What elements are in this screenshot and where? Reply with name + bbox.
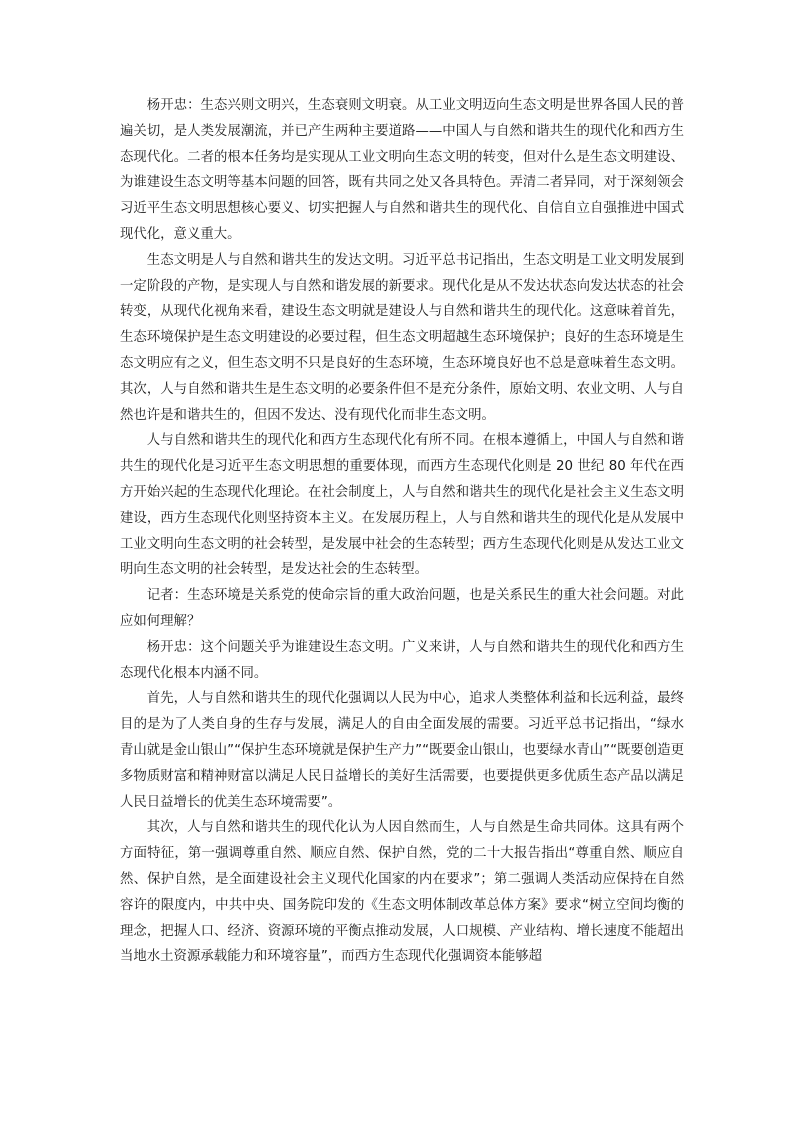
- article-body: [120, 93, 684, 970]
- paragraph-answer-intro: 杨开忠：这个问题关乎为谁建设生态文明。广义来讲，人与自然和谐共生的现代化和西方生态现代化根本内涵不同。: [120, 639, 684, 681]
- paragraph-reporter-question: 记者：生态环境是关系党的使命宗旨的重大政治问题，也是关系民生的重大社会问题。对此应如何理解？: [120, 588, 684, 629]
- paragraph-eco-civilization: 生态文明是人与自然和谐共生的发达文明。习近平总书记指出，生态文明是工业文明发展到一定阶段的产物，是实现人与自然和谐发展的新要求。现代化是从不发达状态向发达状态的社会转变，从现代化视角来看，建设生态文明就是建设人与自然和谐共生的现代化。这意味着首先，生态环境保护是生态文明建设的必要过程，但生态文明超越生态环境保护；良好的生态环境是生态文明应有之义，但生态文明不只是良好的生态环境，生态环境良好也不总是意味着生态文明。其次，人与自然和谐共生是生态文明的必要条件但不是充分条件，原始文明、农业文明、人与自然也许是和谐共生的，但因不发达、没有现代化而非生态文明。: [120, 252, 684, 423]
- paragraph-comparison: 人与自然和谐共生的现代化和西方生态现代化有所不同。在根本遵循上，中国人与自然和谐共生的现代化是习近平生态文明思想的重要体现，而西方生态现代化则是 20 世纪 80 年代在西方开始兴起的生态现代化理论。在社会制度上，人与自然和谐共生的现代化是社会主义生态文明建设，西方生态现代化则坚持资本主义。在发展历程上，人与自然和谐共生的现代化是从发展中工业文明向生态文明的社会转型，是发展中社会的生态转型；西方生态现代化则是从发达工业文明向生态文明的社会转型，是发达社会的生态转型。: [120, 433, 684, 578]
- paragraph-intro-answer: 杨开忠：生态兴则文明兴，生态衰则文明衰。从工业文明迈向生态文明是世界各国人民的普遍关切，是人类发展潮流，并已产生两种主要道路——中国人与自然和谐共生的现代化和西方生态现代化。二者的根本任务均是实现从工业文明向生态文明的转变，但对什么是生态文明建设、为谁建设生态文明等基本问题的回答，既有共同之处又各具特色。弄清二者异同，对于深刻领会习近平生态文明思想核心要义、切实把握人与自然和谐共生的现代化、自信自立自强推进中国式现代化，意义重大。: [120, 98, 684, 242]
- paragraph-first-point: 首先，人与自然和谐共生的现代化强调以人民为中心，追求人类整体利益和长远利益，最终目的是为了人类自身的生存与发展，满足人的自由全面发展的需要。习近平总书记指出，“绿水青山就是金山银山”“保护生态环境就是保护生产力”“既要金山银山，也要绿水青山”“既要创造更多物质财富和精神财富以满足人民日益增长的美好生活需要，也要提供更多优质生态产品以满足人民日益增长的优美生态环境需要”。: [120, 691, 684, 810]
- paragraph-second-point: 其次，人与自然和谐共生的现代化认为人因自然而生，人与自然是生命共同体。这具有两个方面特征，第一强调尊重自然、顺应自然、保护自然，党的二十大报告指出“尊重自然、顺应自然、保护自然，是全面建设社会主义现代化国家的内在要求”；第二强调人类活动应保持在自然容许的限度内，中共中央、国务院印发的《生态文明体制改革总体方案》要求“树立空间均衡的理念，把握人口、经济、资源环境的平衡点推动发展，人口规模、产业结构、增长速度不能超出当地水土资源承载能力和环境容量”，而西方生态现代化强调资本能够超: [120, 820, 684, 965]
